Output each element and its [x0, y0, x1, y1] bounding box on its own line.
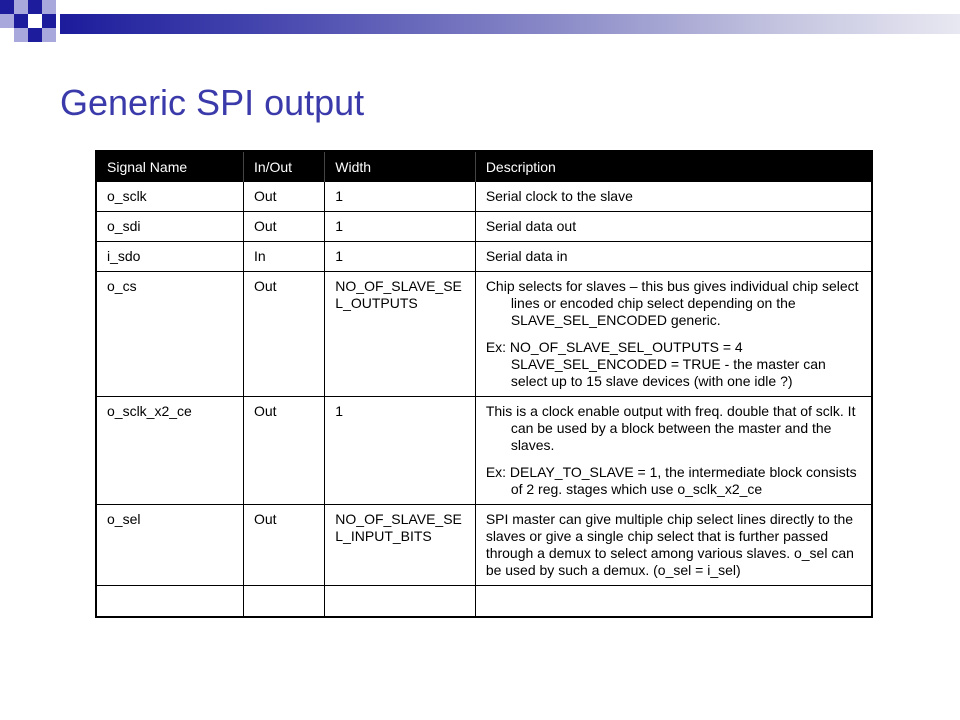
column-header-description: Description: [475, 151, 872, 182]
description-cell: [475, 272, 872, 397]
table-row: [96, 505, 872, 586]
signal-name-cell: i_sdo: [96, 242, 243, 272]
decor-square: [14, 0, 28, 14]
signal-name-cell: o_sel: [96, 505, 243, 586]
signal-name-cell: [96, 586, 243, 618]
width-cell: [325, 586, 476, 618]
decor-square: [42, 14, 56, 28]
table-row: [96, 242, 872, 272]
decor-square: [42, 0, 56, 14]
direction-cell: Out: [243, 212, 324, 242]
width-cell: NO_OF_SLAVE_SEL_OUTPUTS: [325, 272, 476, 397]
table-row: [96, 182, 872, 212]
header-gradient-bar: [60, 14, 960, 34]
signal-name-cell: o_sdi: [96, 212, 243, 242]
description-text: Serial clock to the slave: [485, 188, 633, 204]
description-text: Serial data out: [485, 218, 577, 234]
decor-square: [42, 28, 56, 42]
table-row-empty: [96, 586, 872, 618]
signal-name-cell: o_sclk_x2_ce: [96, 397, 243, 505]
signal-table: [95, 150, 873, 618]
decor-square: [14, 14, 28, 28]
column-header-in-out: In/Out: [243, 151, 324, 182]
width-cell: 1: [325, 182, 476, 212]
decor-square: [0, 14, 14, 28]
decor-square: [28, 0, 42, 14]
description-cell: [475, 182, 872, 212]
description-cell: [475, 242, 872, 272]
column-header-width: Width: [325, 151, 476, 182]
decor-square: [0, 0, 14, 14]
slide-title: Generic SPI output: [60, 82, 365, 123]
table-row: [96, 397, 872, 505]
direction-cell: Out: [243, 505, 324, 586]
table-header-row: [96, 151, 872, 182]
description-cell: [475, 586, 872, 618]
direction-cell: Out: [243, 272, 324, 397]
direction-cell: [243, 586, 324, 618]
description-text: Serial data in: [485, 248, 568, 264]
direction-cell: In: [243, 242, 324, 272]
description-example: Ex: DELAY_TO_SLAVE = 1, the intermediate block consists of 2 reg. stages which use o_sclk_x2_ce: [485, 464, 857, 497]
decor-square: [28, 14, 42, 28]
description-cell: [475, 397, 872, 505]
width-cell: NO_OF_SLAVE_SEL_INPUT_BITS: [325, 505, 476, 586]
table-row: [96, 272, 872, 397]
direction-cell: Out: [243, 182, 324, 212]
width-cell: 1: [325, 397, 476, 505]
signal-name-cell: o_cs: [96, 272, 243, 397]
description-example: Ex: NO_OF_SLAVE_SEL_OUTPUTS = 4 SLAVE_SEL_ENCODED = TRUE - the master can select up to 15 slave devices (with one idle ?): [485, 339, 826, 389]
width-cell: 1: [325, 242, 476, 272]
description-text: SPI master can give multiple chip select lines directly to the slaves or give a single chip select that is further passed through a demux to select among various slaves. o_sel can be used by such a demux. (o_sel = i_sel): [485, 511, 854, 578]
description-text: Chip selects for slaves – this bus gives individual chip select lines or encoded chip select depending on the SLAVE_SEL_ENCODED generic.: [485, 278, 859, 328]
description-text: This is a clock enable output with freq. double that of sclk. It can be used by a block between the master and the slaves.: [485, 403, 856, 453]
decor-square: [28, 28, 42, 42]
description-cell: [475, 212, 872, 242]
table-row: [96, 212, 872, 242]
decor-square: [14, 28, 28, 42]
direction-cell: Out: [243, 397, 324, 505]
width-cell: 1: [325, 212, 476, 242]
description-cell: [475, 505, 872, 586]
slide-header-decoration: [0, 0, 960, 48]
column-header-signal-name: Signal Name: [96, 151, 243, 182]
signal-name-cell: o_sclk: [96, 182, 243, 212]
